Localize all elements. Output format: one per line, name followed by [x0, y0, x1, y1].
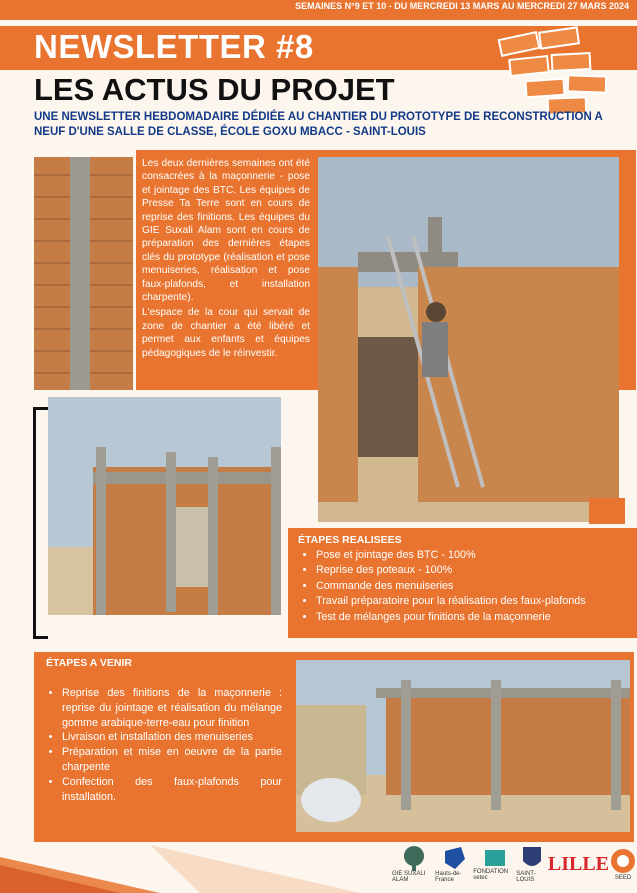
- date-bar: [0, 0, 637, 20]
- lille-logo: [548, 844, 609, 884]
- list-item: • Test de mélanges pour finitions de la maçonnerie: [316, 610, 586, 625]
- list-item: • Pose et jointage des BTC - 100%: [316, 548, 586, 563]
- region-logo: [435, 844, 473, 884]
- logo-label: Hauts-de-France: [435, 871, 462, 883]
- logo-label: FONDATION setec: [473, 869, 509, 881]
- list-item: • Confection des faux-plafonds pour installation.: [62, 775, 282, 805]
- news-body: [142, 157, 310, 362]
- completed-list: [300, 548, 586, 625]
- completed-steps-card: [288, 528, 637, 638]
- news-paragraph: Les deux dernières semaines ont été consacrées à la maçonnerie - pose et jointage des BTC. Les équipes de Presse Ta Terre sont en cours de reprise des finitions. Les équipes du GIE Suxali Alam sont en cours de préparation des dernières étapes clés du prototype (réalisation et pose menuiseries, réalisation et pose faux-plafonds, et installation charpente).: [142, 158, 310, 304]
- worker-ladder-photo: [318, 157, 619, 522]
- seed-logo: [609, 844, 637, 884]
- fondation-logo: [473, 844, 516, 884]
- brick-wall-photo: [34, 157, 133, 390]
- logo-label: GIE SUXALI ALAM: [392, 871, 426, 883]
- list-item: • Livraison et installation des menuiseries: [62, 730, 282, 745]
- issue-dates: SEMAINES N°9 ET 10 - DU MERCREDI 13 MARS AU MERCREDI 27 MARS 2024: [295, 1, 629, 11]
- upcoming-list-wrap: [46, 686, 282, 804]
- partner-logos: [392, 843, 637, 885]
- newsletter-title: NEWSLETTER #8: [34, 28, 314, 65]
- list-item: • Préparation et mise en oeuvre de la partie charpente: [62, 745, 282, 775]
- commune-logo: [516, 844, 548, 884]
- bricks-illustration: [490, 24, 615, 116]
- completed-heading: ÉTAPES REALISEES: [298, 534, 402, 546]
- logo-label: SAINT-LOUIS: [516, 871, 536, 883]
- list-item: • Reprise des poteaux - 100%: [316, 563, 586, 578]
- completed-building-photo: [296, 660, 630, 832]
- suxali-logo: [392, 844, 435, 884]
- construction-site-photo: [48, 397, 281, 615]
- logo-label: LILLE: [547, 852, 610, 875]
- news-paragraph: L'espace de la cour qui servait de zone de chantier a été libéré et permet aux enfants et équipes pédagogiques de le réinvestir.: [142, 307, 310, 359]
- list-item: • Commande des menuiseries: [316, 579, 586, 594]
- logo-label: SEED: [614, 875, 632, 881]
- list-item: • Travail préparatoire pour la réalisation des faux-plafonds: [316, 594, 586, 609]
- decorative-bracket: [33, 407, 48, 639]
- upcoming-heading: ÉTAPES A VENIR: [46, 657, 132, 669]
- list-item: • Reprise des finitions de la maçonnerie : reprise du jointage et réalisation du mélange gomme arabique-terre-eau pour finition: [62, 686, 282, 730]
- newsletter-subtitle: LES ACTUS DU PROJET: [34, 72, 395, 107]
- upcoming-list: [46, 686, 282, 804]
- accent-square: [589, 498, 625, 524]
- intro-text: UNE NEWSLETTER HEBDOMADAIRE DÉDIÉE AU CHANTIER DU PROTOTYPE DE RECONSTRUCTION A NEUF D'UNE SALLE DE CLASSE, ÉCOLE GOXU MBACC - SAINT-LOUIS: [34, 111, 603, 138]
